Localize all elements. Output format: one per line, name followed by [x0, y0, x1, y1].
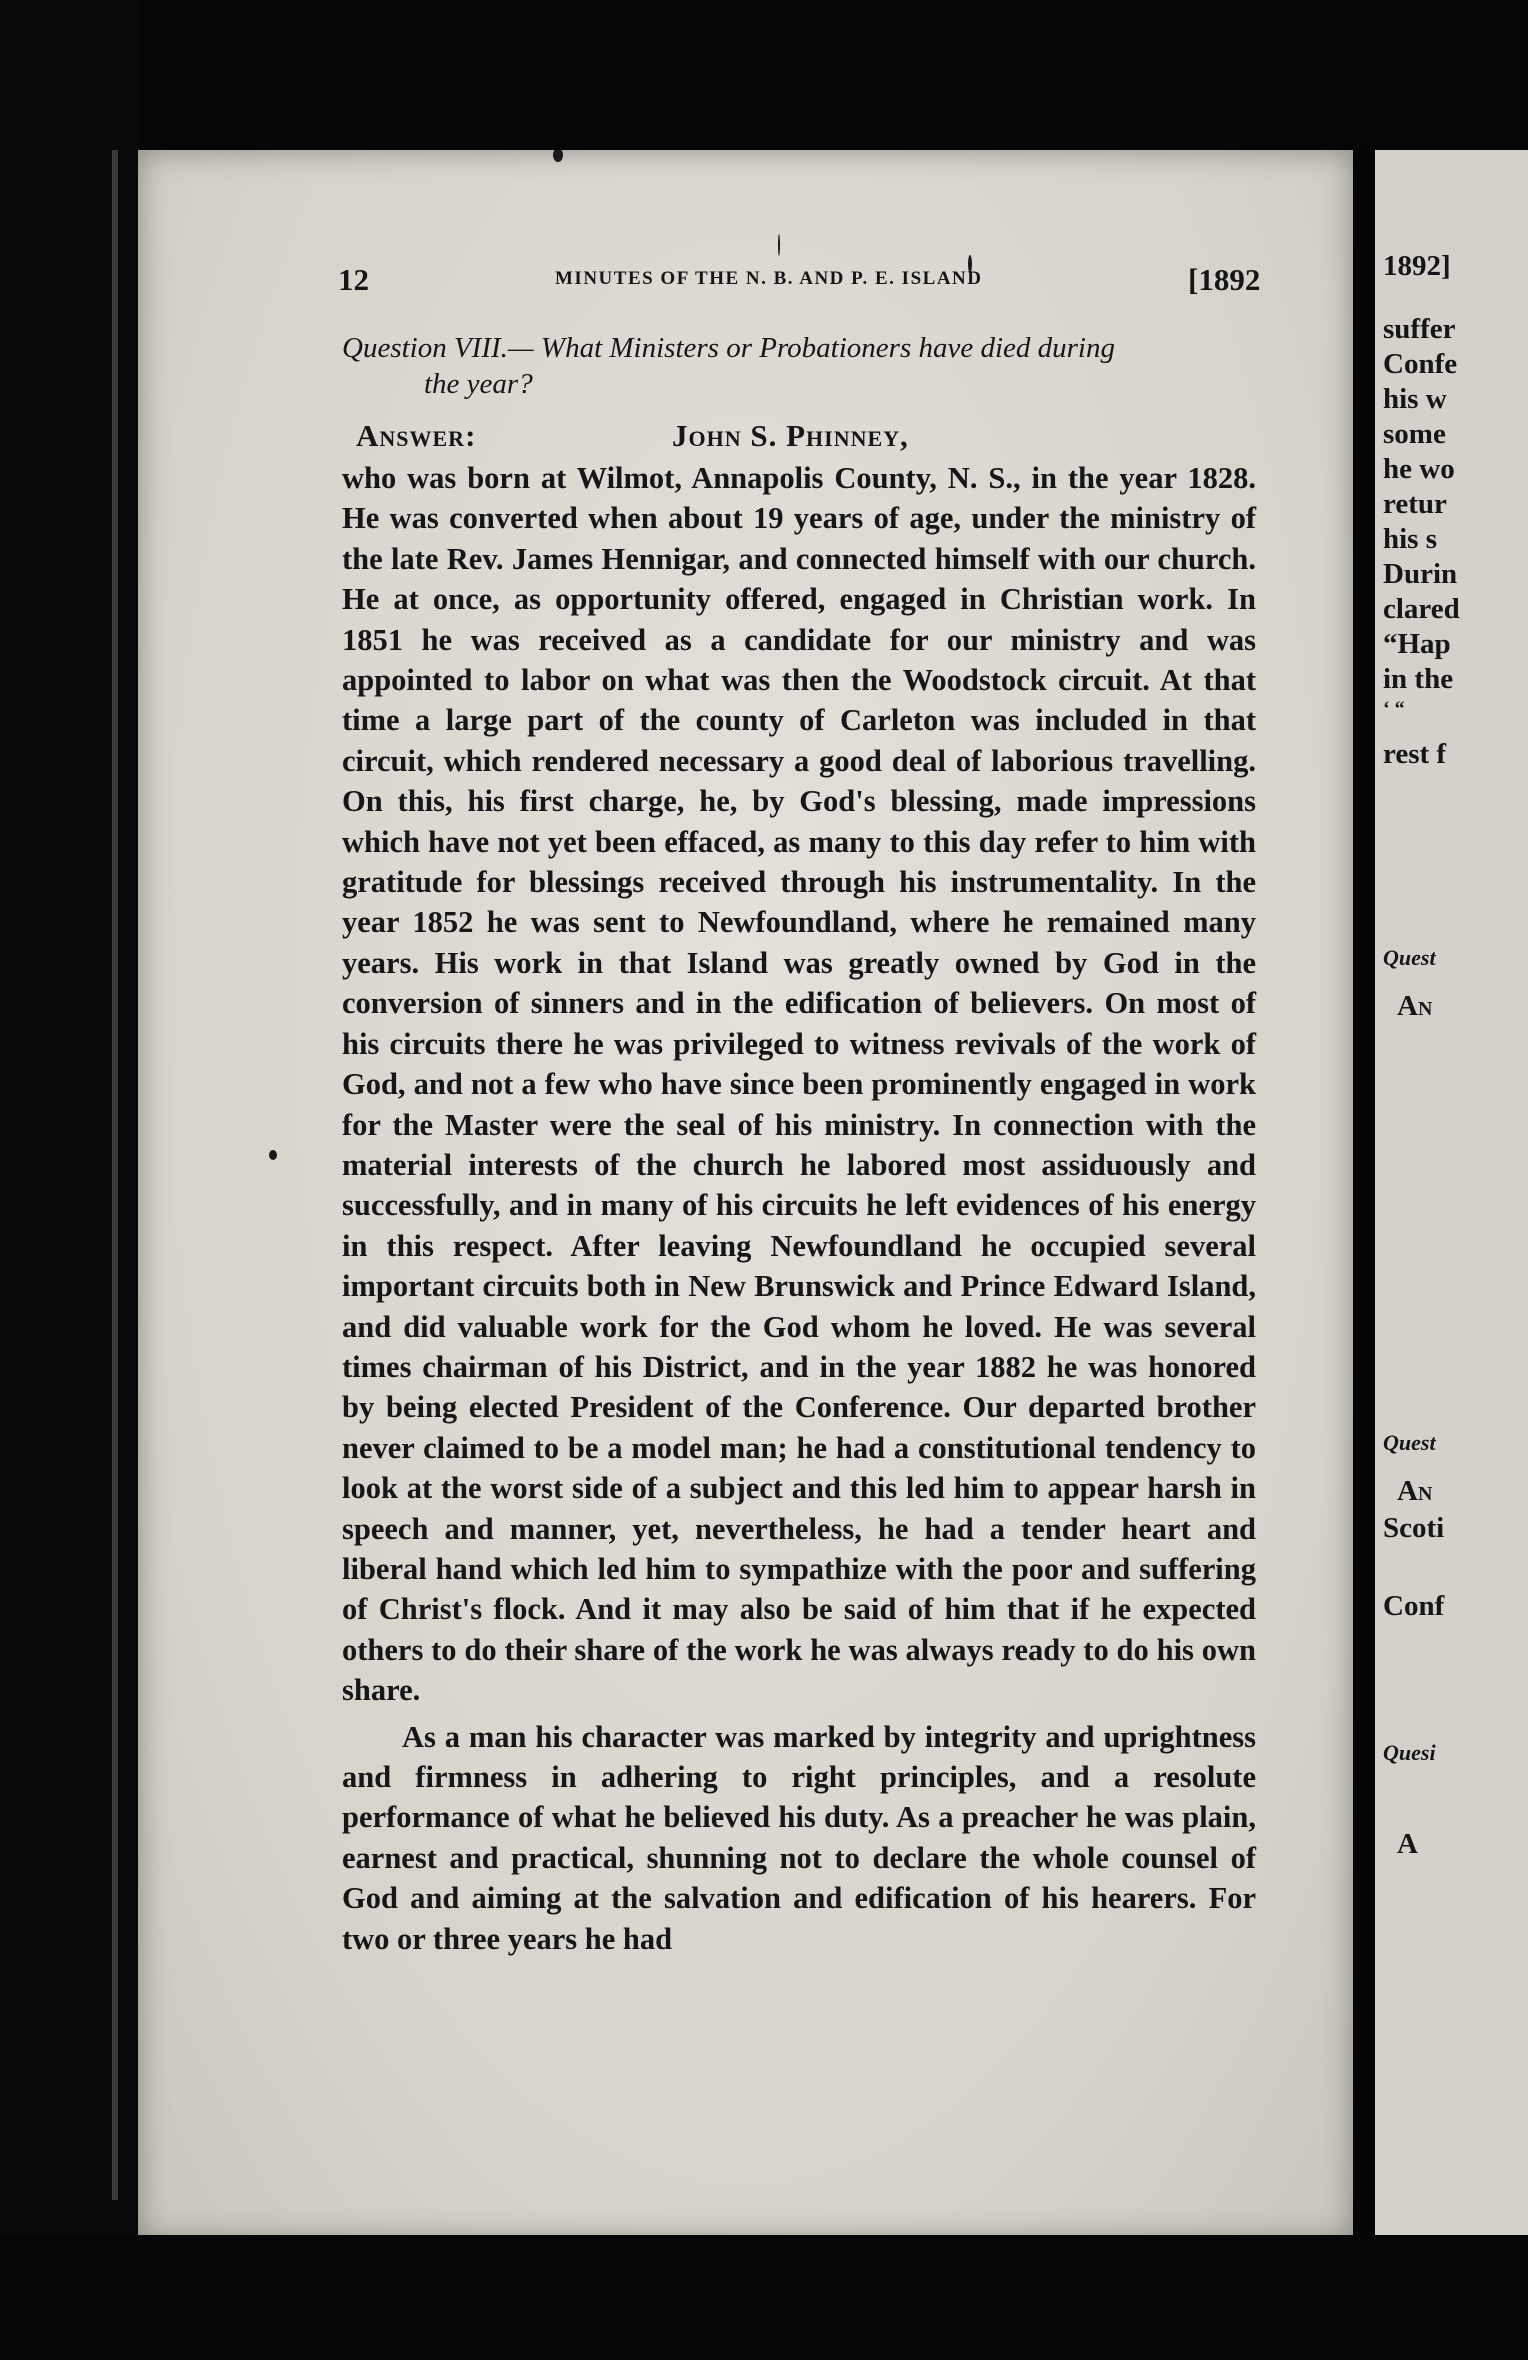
adjacent-question: Quest [1383, 1430, 1436, 1455]
adjacent-line: his s [1383, 523, 1438, 555]
ink-speck [553, 150, 563, 162]
running-title: MINUTES OF THE N. B. AND P. E. ISLAND [555, 268, 983, 289]
question-heading [342, 330, 1256, 402]
adjacent-answer: A [1397, 1828, 1418, 1860]
adjacent-answer: An [1397, 1475, 1433, 1507]
adjacent-year: 1892] [1383, 250, 1451, 282]
obituary-paragraph-1: who was born at Wilmot, Annapolis County, N. S., in the year 1828. He was converted when about 19 years of age, under the ministry of the late Rev. James Hennigar, and connected himself with our church. He at once, as opportunity offered, engaged in Christian work. In 1851 he was received as a candidate for our ministry and was appointed to labor on what was then the Woodstock circuit. At that time a large part of the county of Carleton was included in that circuit, which rendered necessary a good deal of laborious travelling. On this, his first charge, he, by God's blessing, made impressions which have not yet been effaced, as many to this day refer to him with gratitude for blessings received through his instrumentality. In the year 1852 he was sent to Newfoundland, where he remained many years. His work in that Island was greatly owned by God in the conversion of sinners and in the edification of believers. On most of his circuits there he was privileged to witness revivals of the work of God, and not a few who have since been prominently engaged in work for the Master were the seal of his ministry. In connection with the material interests of the church he labored most assiduously and successfully, and in many of his circuits he left evidences of his energy in this respect. After leaving Newfoundland he occupied several important circuits both in New Brunswick and Prince Edward Island, and did valuable work for the God whom he loved. He was several times chairman of his District, and in the year 1882 he was honored by being elected President of the Conference. Our departed brother never claimed to be a model man; he had a constitutional tendency to look at the worst side of a subject and this led him to appear harsh in speech and manner, yet, nevertheless, he had a tender heart and liberal hand which led him to sympathize with the poor and suffering of Christ's flock. And it may also be said of him that if he expected others to do their share of the work he was always ready to do his own share. [342, 461, 1256, 1708]
answer-line [342, 416, 1256, 456]
binding-gutter [1353, 150, 1375, 2240]
deceased-name: John S. Phinney, [672, 418, 909, 453]
page-number: 12 [338, 262, 369, 297]
adjacent-line: retur [1383, 488, 1447, 520]
obituary-paragraph-2: As a man his character was marked by integrity and uprightness and firmness in adhering to right principles, and a resolute performance of what he believed his duty. As a preacher he was plain, earnest and practical, shunning not to declare the whole counsel of God and aiming at the salvation and edification of his hearers. For two or three years he had [342, 1719, 1256, 1956]
adjacent-line: in the [1383, 663, 1454, 695]
scanned-page [138, 150, 1353, 2240]
adjacent-line: he wo [1383, 453, 1455, 485]
adjacent-page-fragment [1375, 150, 1528, 2240]
scanner-frame-bottom [0, 2235, 1528, 2360]
ink-speck [778, 234, 780, 256]
running-head [138, 262, 1353, 302]
adjacent-line: clared [1383, 593, 1460, 625]
answer-label: Answer: [356, 418, 477, 453]
question-line-1: Question VIII.— What Ministers or Probationers have died during [342, 332, 1115, 364]
scanner-frame-top [0, 0, 1528, 150]
adjacent-answer: An [1397, 990, 1433, 1022]
adjacent-line: ‘ “ [1383, 698, 1405, 720]
page-body [342, 330, 1256, 1959]
adjacent-line: rest f [1383, 738, 1447, 770]
adjacent-line: his w [1383, 383, 1447, 415]
adjacent-line: Confe [1383, 348, 1458, 380]
running-year: [1892 [1188, 262, 1261, 297]
adjacent-line: “Hap [1383, 628, 1451, 660]
adjacent-line: Conf [1383, 1590, 1445, 1622]
scanner-frame-left [0, 0, 140, 2360]
adjacent-line: suffer [1383, 313, 1456, 345]
adjacent-question: Quesi [1383, 1740, 1436, 1765]
page-stack-edge [112, 150, 118, 2200]
adjacent-line: some [1383, 418, 1446, 450]
ink-speck [269, 1150, 277, 1160]
question-line-2: the year? [424, 368, 533, 400]
adjacent-line: Durin [1383, 558, 1458, 590]
adjacent-line: Scoti [1383, 1512, 1445, 1544]
adjacent-question: Quest [1383, 945, 1436, 970]
